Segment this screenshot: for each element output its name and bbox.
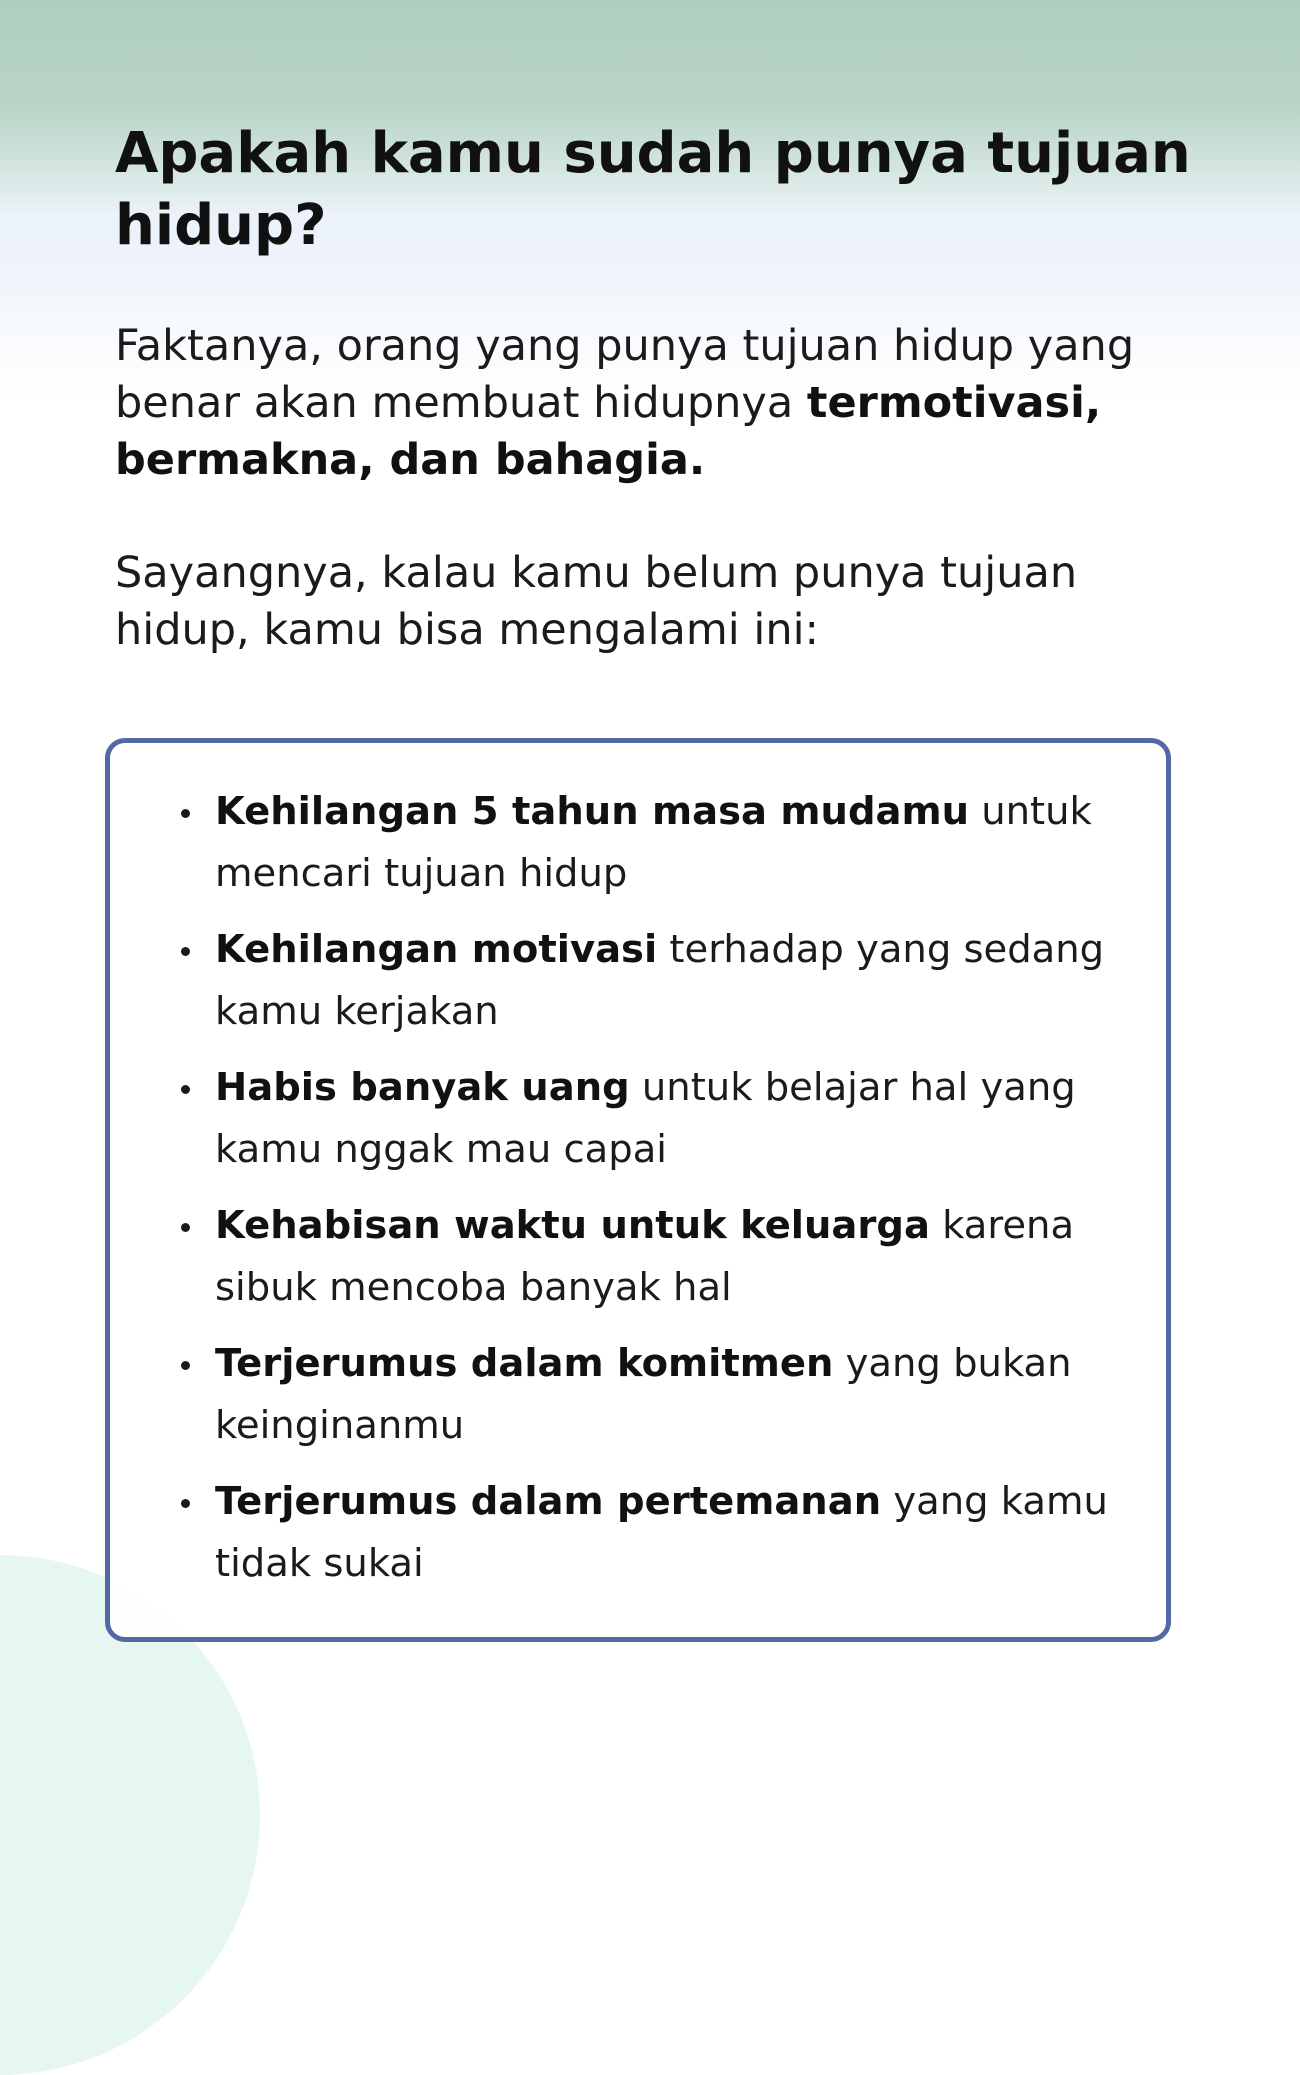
list-item [215, 1195, 1135, 1319]
page-title: Apakah kamu sudah punya tujuan hidup? [115, 121, 1191, 258]
list-item [215, 919, 1135, 1043]
list-item-bold: Habis banyak uang [215, 1065, 630, 1110]
list-item-text: untuk mencari tujuan hidup [215, 789, 1092, 896]
list-item-text: yang bukan keinginanmu [215, 1341, 1072, 1448]
consequences-list [215, 781, 1135, 1609]
intro-fact-text: Faktanya, orang yang punya tujuan hidup yang benar akan membuat hidupnya [115, 321, 1135, 428]
intro-fact-highlight: termotivasi, bermakna, dan bahagia. [115, 378, 1102, 485]
list-item [215, 1471, 1135, 1595]
intro-paragraph-fact [115, 318, 1195, 489]
list-item-bold: Kehabisan waktu untuk keluarga [215, 1203, 930, 1248]
intro-paragraph-unfortunately: Sayangnya, kalau kamu belum punya tujuan hidup, kamu bisa mengalami ini: [115, 548, 1078, 655]
list-item [215, 1333, 1135, 1457]
list-item-bold: Kehilangan motivasi [215, 927, 658, 972]
list-item-bold: Kehilangan 5 tahun masa mudamu [215, 789, 970, 834]
list-item-text: yang kamu tidak sukai [215, 1479, 1108, 1586]
list-item [215, 781, 1135, 905]
list-item-bold: Terjerumus dalam pertemanan [215, 1479, 882, 1524]
list-item-text: terhadap yang sedang kamu kerjakan [215, 927, 1105, 1034]
list-item-bold: Terjerumus dalam komitmen [215, 1341, 834, 1386]
consequences-box [105, 738, 1171, 1642]
list-item-text: untuk belajar hal yang kamu nggak mau capai [215, 1065, 1076, 1172]
list-item-text: karena sibuk mencoba banyak hal [215, 1203, 1075, 1310]
list-item [215, 1057, 1135, 1181]
